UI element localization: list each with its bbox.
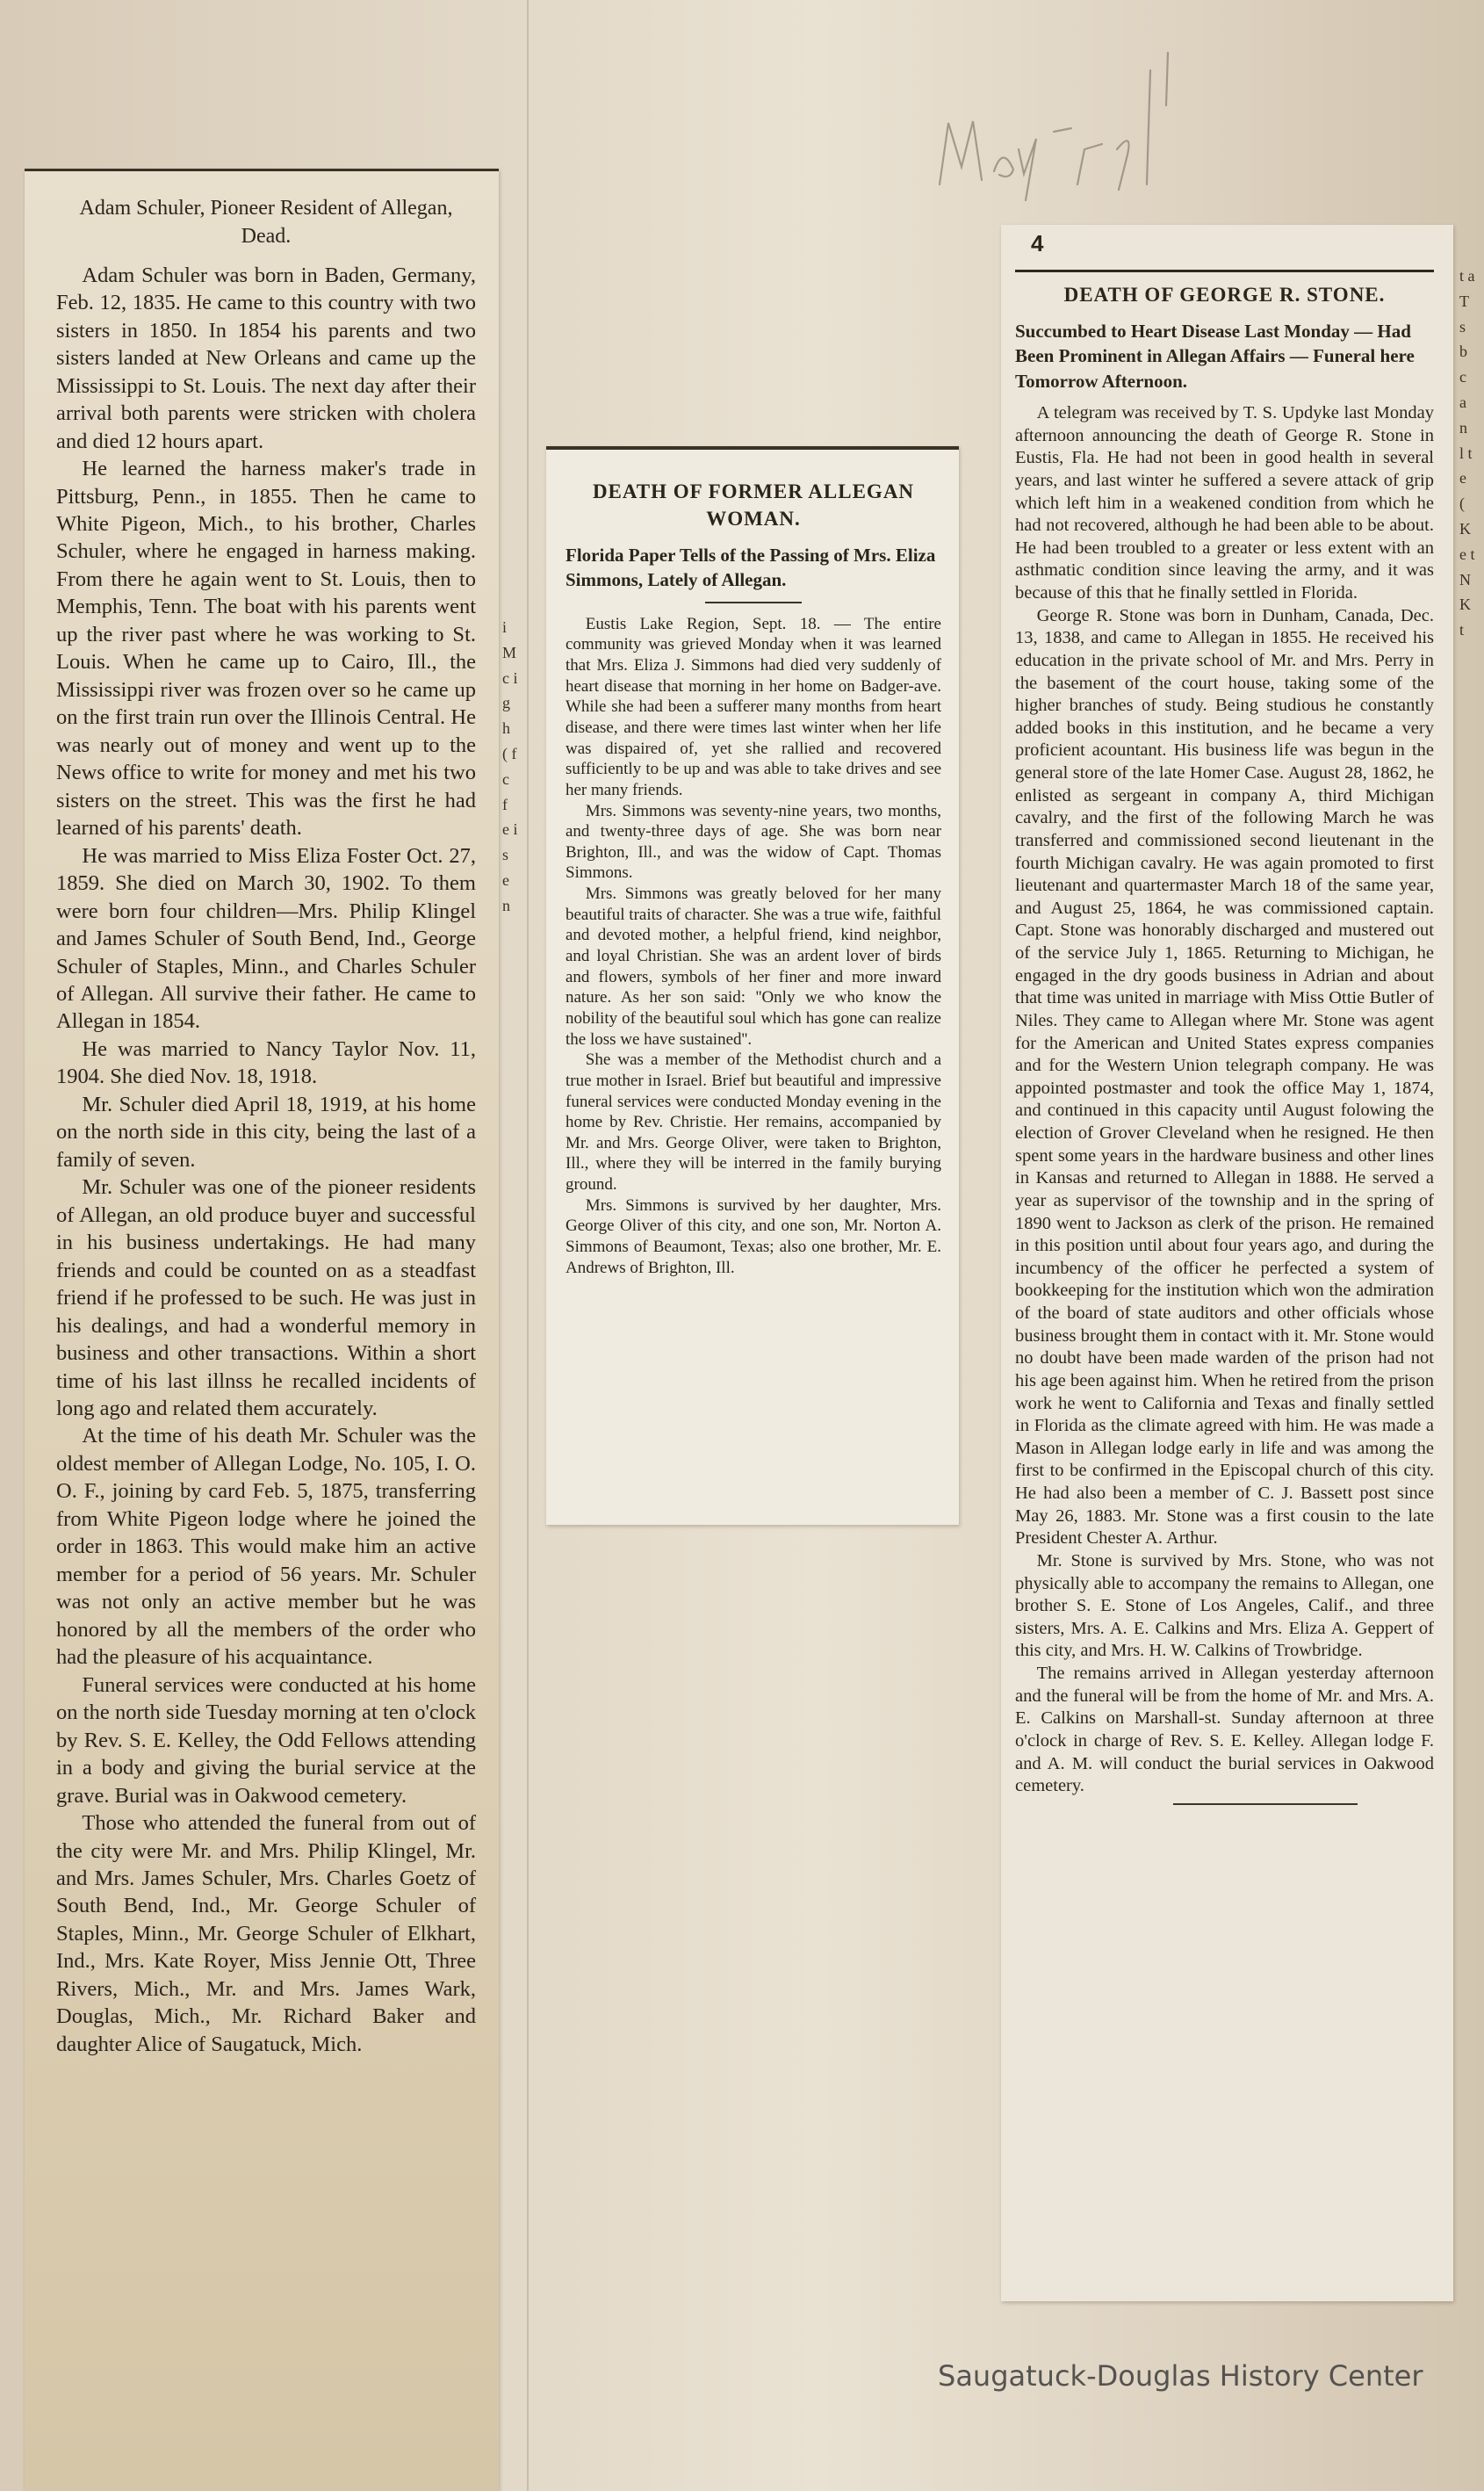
simmons-paragraph-4: She was a member of the Methodist church and a true mother in Israel. Brief but beautiful and impressive funeral services were conducted Monday evening in the home by Rev. Christie. Her remains, accompanied by Mr. and Mrs. George Oliver, were taken to Brighton, Ill., where they will be interred in the family burying ground. [566,1051,941,1195]
stone-end-rule [1173,1803,1358,1805]
schuler-headline: Adam Schuler, Pioneer Resident of Allegan, Dead. [79,197,453,249]
stone-top-rule [1015,270,1434,272]
simmons-paragraph-5: Mrs. Simmons is survived by her daughter, Mrs. George Oliver of this city, and one son, Mr. Norton A. Simmons of Beaumont, Texas; also one brother, Mr. E. Andrews of Brighton, Ill. [566,1195,941,1277]
simmons-paragraph-2: Mrs. Simmons was seventy-nine years, two months, and twenty-three days of age. She was born near Brighton, Ill., and was the widow of Capt. Thomas Simmons. [566,801,941,883]
schuler-paragraph-6: Mr. Schuler was one of the pioneer residents of Allegan, an old produce buyer and successful in his business undertakings. He had many friends and could be counted on as a steadfast friend if he professed to be such. He was just in his dealings, and had a wonderful memory in business and other transactions. Within a short time of his last illnss he recalled incidents of long ago and related them accurately. [56,1175,476,1420]
page-crease [527,0,529,2491]
schuler-paragraph-5: Mr. Schuler died April 18, 1919, at his home on the north side in this city, being the last of a family of seven. [56,1092,476,1172]
simmons-subhead: Florida Paper Tells of the Passing of Mrs. Eliza Simmons, Lately of Allegan. [566,545,936,591]
history-center-watermark: Saugatuck-Douglas History Center [938,2359,1423,2393]
schuler-paragraph-8: Funeral services were conducted at his home on the north side Tuesday morning at ten o'clock by Rev. S. E. Kelley, the Odd Fellows attending in a body and giving the burial service at the grave. Burial was in Oakwood cemetery. [56,1672,476,1808]
schuler-paragraph-3: He was married to Miss Eliza Foster Oct. 27, 1859. She died on March 30, 1902. To them were born four children—Mrs. Philip Klingel and James Schuler of South Bend, Ind., George Schuler of Staples, Minn., and Charles Schuler of Allegan. All survive their father. He came to Allegan in 1854. [56,843,476,1034]
schuler-paragraph-9: Those who attended the funeral from out of the city were Mr. and Mrs. Philip Klingel, Mr. and Mrs. James Schuler, Mrs. Charles Goetz of South Bend, Ind., Mr. George Schuler of Staples, Minn., Mr. George Schuler of Elkhart, Ind., Mrs. Kate Royer, Miss Jennie Ott, Three Rivers, Mich., Mr. and Mrs. James Wark, Douglas, Mich., Mr. Richard Baker and daughter Alice of Saugatuck, Mich. [56,1811,476,2056]
stone-paragraph-4: The remains arrived in Allegan yesterday afternoon and the funeral will be from the home of Mr. and Mrs. A. E. Calkins on Marshall-st. Sunday afternoon at three o'clock in charge of Rev. S. E. Kelley. Allegan lodge F. and A. M. will conduct the burial services in Oakwood cemetery. [1015,1664,1434,1796]
clipping-schuler-obituary [25,169,499,2491]
simmons-divider [705,602,802,603]
stone-paragraph-3: Mr. Stone is survived by Mrs. Stone, who was not physically able to accompany the remains to Allegan, one brother S. E. Stone of Los Angeles, Calif., and three sisters, Mrs. A. E. Calkins and Mrs. Eliza A. Geppert of this city, and Mrs. H. W. Calkins of Trowbridge. [1015,1550,1434,1661]
schuler-paragraph-1: Adam Schuler was born in Baden, Germany, Feb. 12, 1835. He came to this country with two sisters in 1850. In 1854 his parents and two sisters landed at New Orleans and came up the Mississippi to St. Louis. The next day after their arrival both parents were stricken with cholera and died 12 hours apart. [56,263,476,453]
schuler-paragraph-2: He learned the harness maker's trade in Pittsburg, Penn., in 1855. Then he came to White Pigeon, Mich., to his brother, Charles Schuler, where he engaged in harness making. From there he again went to St. Louis, then to Memphis, Tenn. The boat with his parents went up the river past where he was working to St. Louis. When he came up to Cairo, Ill., the Mississippi river was frozen over so he came up on the first train run over the Illinois Central. He was nearly out of money and went up to the News office to write for money and met his two sisters on the street. This was the first he had learned of his parents' death. [56,457,476,841]
handwritten-date-note [887,18,1203,220]
stone-headline: DEATH OF GEORGE R. STONE. [1063,284,1386,306]
simmons-paragraph-3: Mrs. Simmons was greatly beloved for her many beautiful traits of character. She was a true wife, faithful and devoted mother, a helpful friend, kind neighbor, and loyal Christian. She was an ardent lover of birds and flowers, symbols of her finer and more inward nature. As her son said: ''Only we who know the nobility of the beautiful soul which has gone can realize the loss we have sustained''. [566,884,941,1049]
simmons-paragraph-1: Eustis Lake Region, Sept. 18. — The entire community was grieved Monday when it was learned that Mrs. Eliza J. Simmons had died very suddenly of heart disease that morning in her home on Badger-ave. While she had been a sufferer many months from heart disease, and there were times last winter when her life was dispaired of, yet she rallied and recovered sufficiently to be up and was able to take drives and see her many friends. [566,614,941,799]
clipping-simmons-obituary [546,446,959,1525]
stone-paragraph-2: George R. Stone was born in Dunham, Canada, Dec. 13, 1838, and came to Allegan in 1855. He received his education in the private school of Mr. and Mrs. Perry in the basement of the court house, taking some of the higher branches of study. Being studious he constantly added books in this institution, and he became a very proficient acountant. His business life was begun in the general store of the late Homer Case. August 28, 1862, he enlisted as sergeant in company A, third Michigan cavalry, and the first of the following March he was transferred and commissioned second lieutenant in the fourth Michigan cavalry. He was again promoted to first lieutenant and quartermaster March 18 of the same year, and August 25, 1864, he was commissioned captain. Capt. Stone was honorably discharged and mustered out of the service July 1, 1865. Returning to Michigan, he engaged in the dry goods business in Adrian and about that time was united in marriage with Miss Ottie Butler of Niles. They came to Allegan where Mr. Stone was agent for the American and United States express companies and for the Western Union telegraph company. He was appointed postmaster and took the office May 1, 1874, and continued in this capacity until August folowing the election of Grover Cleveland when he resigned. He then spent some years in the hardware business and other lines in Kansas and returned to Allegan in 1888. He served a year as supervisor of the township and in the spring of 1890 went to Jackson as clerk of the prison. He remained in this position until about four years ago, and during the incumbency of the officer he perfected a system of bookkeeping for the institution which won the admiration of the board of state auditors and other officials whose business brought them in contact with it. Mr. Stone would no doubt have been made warden of the prison had not his age been against him. When he retired from the prison work he went to California and Texas and finally settled in Florida as the climate agreed with him. He was made a Mason in Allegan lodge early in life and was among the first to be confirmed in the Episcopal church of this city. He had also been a member of C. J. Bassett post since May 26, 1883. Mr. Stone was a first cousin to the late President Chester A. Arthur. [1015,605,1434,1549]
newspaper-page-number: 4 [1031,230,1044,256]
schuler-paragraph-4: He was married to Nancy Taylor Nov. 11, 1904. She died Nov. 18, 1918. [56,1036,476,1089]
gutter-text-fragment: i Mc ig h ( f c f e is e n [502,618,518,914]
stone-paragraph-1: A telegram was received by T. S. Updyke last Monday afternoon announcing the death of George R. Stone in Eustis, Fla. He had not been in good health in several years, and last winter he suffered a severe attack of grip which left him in a weakened condition from which he had not recovered, although he had been able to be about. He had been troubled to a greater or less extent with an asthmatic condition since leaving the army, and it was because of this that he finally settled in Florida. [1015,403,1434,603]
simmons-headline: DEATH OF FORMER ALLEGAN WOMAN. [592,480,915,531]
clipping-stone-obituary [1001,225,1453,2301]
stone-subhead: Succumbed to Heart Disease Last Monday — Had Been Prominent in Allegan Affairs — Funeral here Tomorrow Afternoon. [1015,321,1415,392]
right-edge-text-fragment: t a T s b c a n l t e ( K e t N K t [1459,267,1475,639]
schuler-paragraph-7: At the time of his death Mr. Schuler was the oldest member of Allegan Lodge, No. 105, I. O. O. F., joining by card Feb. 5, 1875, transferring from White Pigeon lodge where he joined the order in 1863. This would make him an active member for a period of 56 years. Mr. Schuler was not only an active member but he was honored by all the members of the order who had the pleasure of his acquaintance. [56,1424,476,1670]
